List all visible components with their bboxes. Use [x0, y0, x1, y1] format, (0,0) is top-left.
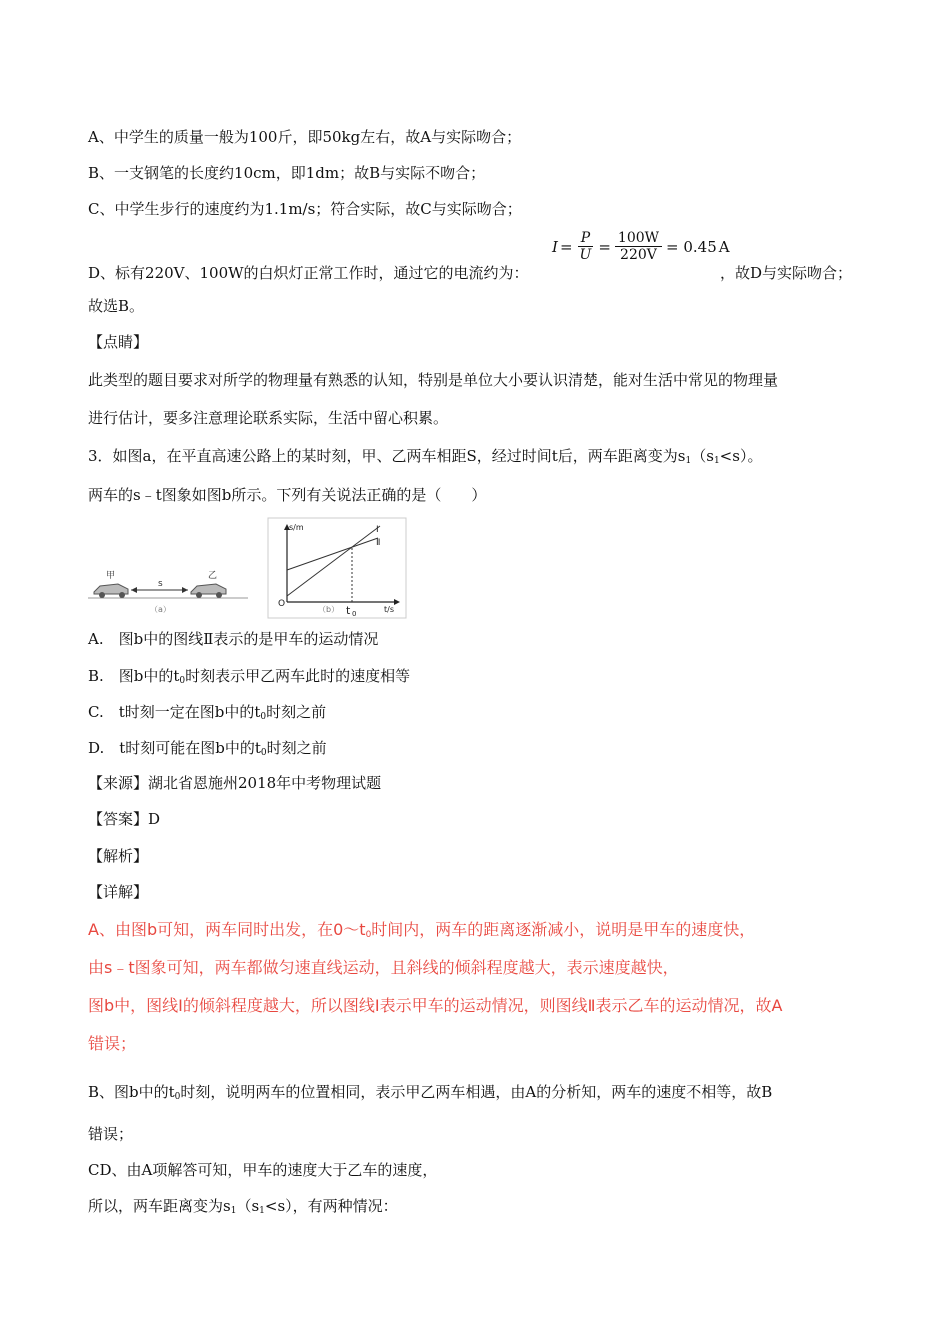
- caption-b: （b）: [318, 605, 340, 614]
- red-line-4: 错误；: [88, 1034, 137, 1053]
- b-explanation-1: [88, 1082, 772, 1107]
- red-line-3: 图b中，图线Ⅰ的倾斜程度越大，所以图线Ⅰ表示甲车的运动情况，则图线Ⅱ表示乙车的运动情况，故A: [88, 996, 783, 1015]
- formula-frac-pu: [577, 230, 595, 263]
- text-line-d: [88, 263, 529, 283]
- x-axis-arrow-icon: [394, 599, 400, 605]
- dianjing-line-1: 此类型的题目要求对所学的物理量有熟悉的认知，特别是单位大小要认识清楚，能对生活中常见的物理量: [88, 371, 779, 389]
- option-b: [88, 666, 410, 691]
- subscript-0: 0: [260, 748, 267, 758]
- q3-line-2: 两车的s﹣t图象如图b所示。下列有关说法正确的是（ ）: [88, 486, 487, 504]
- formula-den: 220V: [620, 247, 657, 263]
- subscript-0: 0: [365, 930, 372, 940]
- formula-result: = 0.45: [666, 237, 717, 256]
- red-line-1-rest: 时间内，两车的距离逐渐减小，说明是甲车的速度快，: [371, 920, 756, 939]
- answer-line: 【答案】D: [88, 810, 161, 828]
- formula-p: P: [578, 230, 593, 247]
- select-line: 故选B。: [88, 297, 145, 315]
- q3-line-1: [88, 446, 762, 471]
- graph-line-1: [287, 526, 380, 596]
- caption-a: （a）: [150, 605, 171, 614]
- current-formula: [552, 230, 730, 263]
- text-line-d-suffix: ，故D与实际吻合；: [720, 264, 853, 282]
- q3-line-1-end: <s）。: [719, 447, 763, 465]
- source-line: 【来源】湖北省恩施州2018年中考物理试题: [88, 774, 382, 792]
- graph-frame: [268, 518, 406, 618]
- car-yi-icon: [191, 584, 226, 598]
- car-yi-label: 乙: [208, 571, 218, 581]
- line-1-label: Ⅰ: [376, 525, 379, 535]
- car-jia-label: 甲: [106, 571, 116, 581]
- line-2-label: Ⅱ: [376, 538, 381, 548]
- xiangjie-title: 【详解】: [88, 883, 149, 901]
- option-c-text: C. t时刻一定在图b中的t: [88, 703, 261, 721]
- subscript-1b: 1: [259, 1206, 265, 1216]
- q3-figure: [88, 516, 408, 624]
- cd-explanation-text: 所以，两车距离变为s: [88, 1197, 231, 1215]
- subscript-0: 0: [179, 676, 186, 686]
- subscript-0: 0: [260, 712, 267, 722]
- b-explanation-text: B、图b中的t: [88, 1083, 175, 1101]
- dianjing-title: 【点睛】: [88, 333, 149, 351]
- q3-figure-svg: [88, 516, 408, 620]
- option-c: [88, 702, 326, 727]
- subscript-0: 0: [174, 1092, 181, 1102]
- formula-eq2: =: [598, 237, 611, 256]
- car-jia-icon: [94, 584, 128, 598]
- q3-line-1-paren: （s: [691, 447, 714, 465]
- subscript-1: 1: [230, 1206, 237, 1216]
- option-b-rest: 时刻表示甲乙两车此时的速度相等: [185, 667, 411, 685]
- option-a: A. 图b中的图线Ⅱ表示的是甲车的运动情况: [88, 630, 379, 648]
- distance-label: s: [158, 579, 163, 589]
- formula-eq1: =: [559, 237, 573, 256]
- option-c-rest: 时刻之前: [266, 703, 327, 721]
- formula-u: U: [579, 247, 592, 263]
- formula-unit: A: [718, 237, 730, 256]
- origin-label: O: [278, 599, 286, 609]
- text-line-b: B、一支钢笔的长度约10cm，即1dm；故B与实际不吻合；: [88, 164, 486, 182]
- cd-explanation-paren: （s: [236, 1197, 260, 1215]
- red-line-1-text: A、由图b可知，两车同时出发，在0～t: [88, 920, 366, 939]
- option-d: [88, 738, 327, 763]
- b-explanation-2: 错误；: [88, 1125, 134, 1143]
- subscript-1b: 1: [713, 456, 720, 466]
- option-b-text: B. 图b中的t: [88, 667, 180, 685]
- q3-line-1-text: 3．如图a，在平直高速公路上的某时刻，甲、乙两车相距S，经过时间t后，两车距离变为s: [88, 447, 686, 465]
- formula-frac-values: [615, 230, 662, 263]
- formula-i: I: [552, 237, 558, 256]
- red-line-2: 由s﹣t图象可知，两车都做匀速直线运动，且斜线的倾斜程度越大，表示速度越快，: [88, 958, 679, 977]
- cd-explanation-end: <s），有两种情况：: [264, 1197, 398, 1215]
- t0-label: t: [346, 604, 351, 617]
- text-line-c: C、中学生步行的速度约为1.1m/s；符合实际，故C与实际吻合；: [88, 200, 522, 218]
- cd-explanation-1: CD、由A项解答可知，甲车的速度大于乙车的速度，: [88, 1161, 438, 1179]
- b-explanation-rest: 时刻，说明两车的位置相同，表示甲乙两车相遇，由A的分析知，两车的速度不相等，故B: [180, 1083, 773, 1101]
- t0-sub-label: 0: [352, 610, 357, 618]
- jiexi-title: 【解析】: [88, 847, 149, 865]
- option-d-rest: 时刻之前: [266, 739, 327, 757]
- red-line-1: [88, 920, 755, 945]
- formula-num: 100W: [615, 230, 662, 247]
- cd-explanation-2: [88, 1196, 398, 1221]
- dianjing-line-2: 进行估计，要多注意理论联系实际，生活中留心积累。: [88, 409, 449, 427]
- option-d-text: D. t时刻可能在图b中的t: [88, 739, 261, 757]
- y-axis-label: s/m: [289, 523, 304, 532]
- x-axis-label: t/s: [384, 605, 394, 614]
- text-line-a: A、中学生的质量一般为100斤，即50kg左右，故A与实际吻合；: [88, 128, 522, 146]
- subscript-1: 1: [685, 456, 692, 466]
- text-line-d-prefix: D、标有220V、100W的白炽灯正常工作时，通过它的电流约为：: [88, 264, 529, 282]
